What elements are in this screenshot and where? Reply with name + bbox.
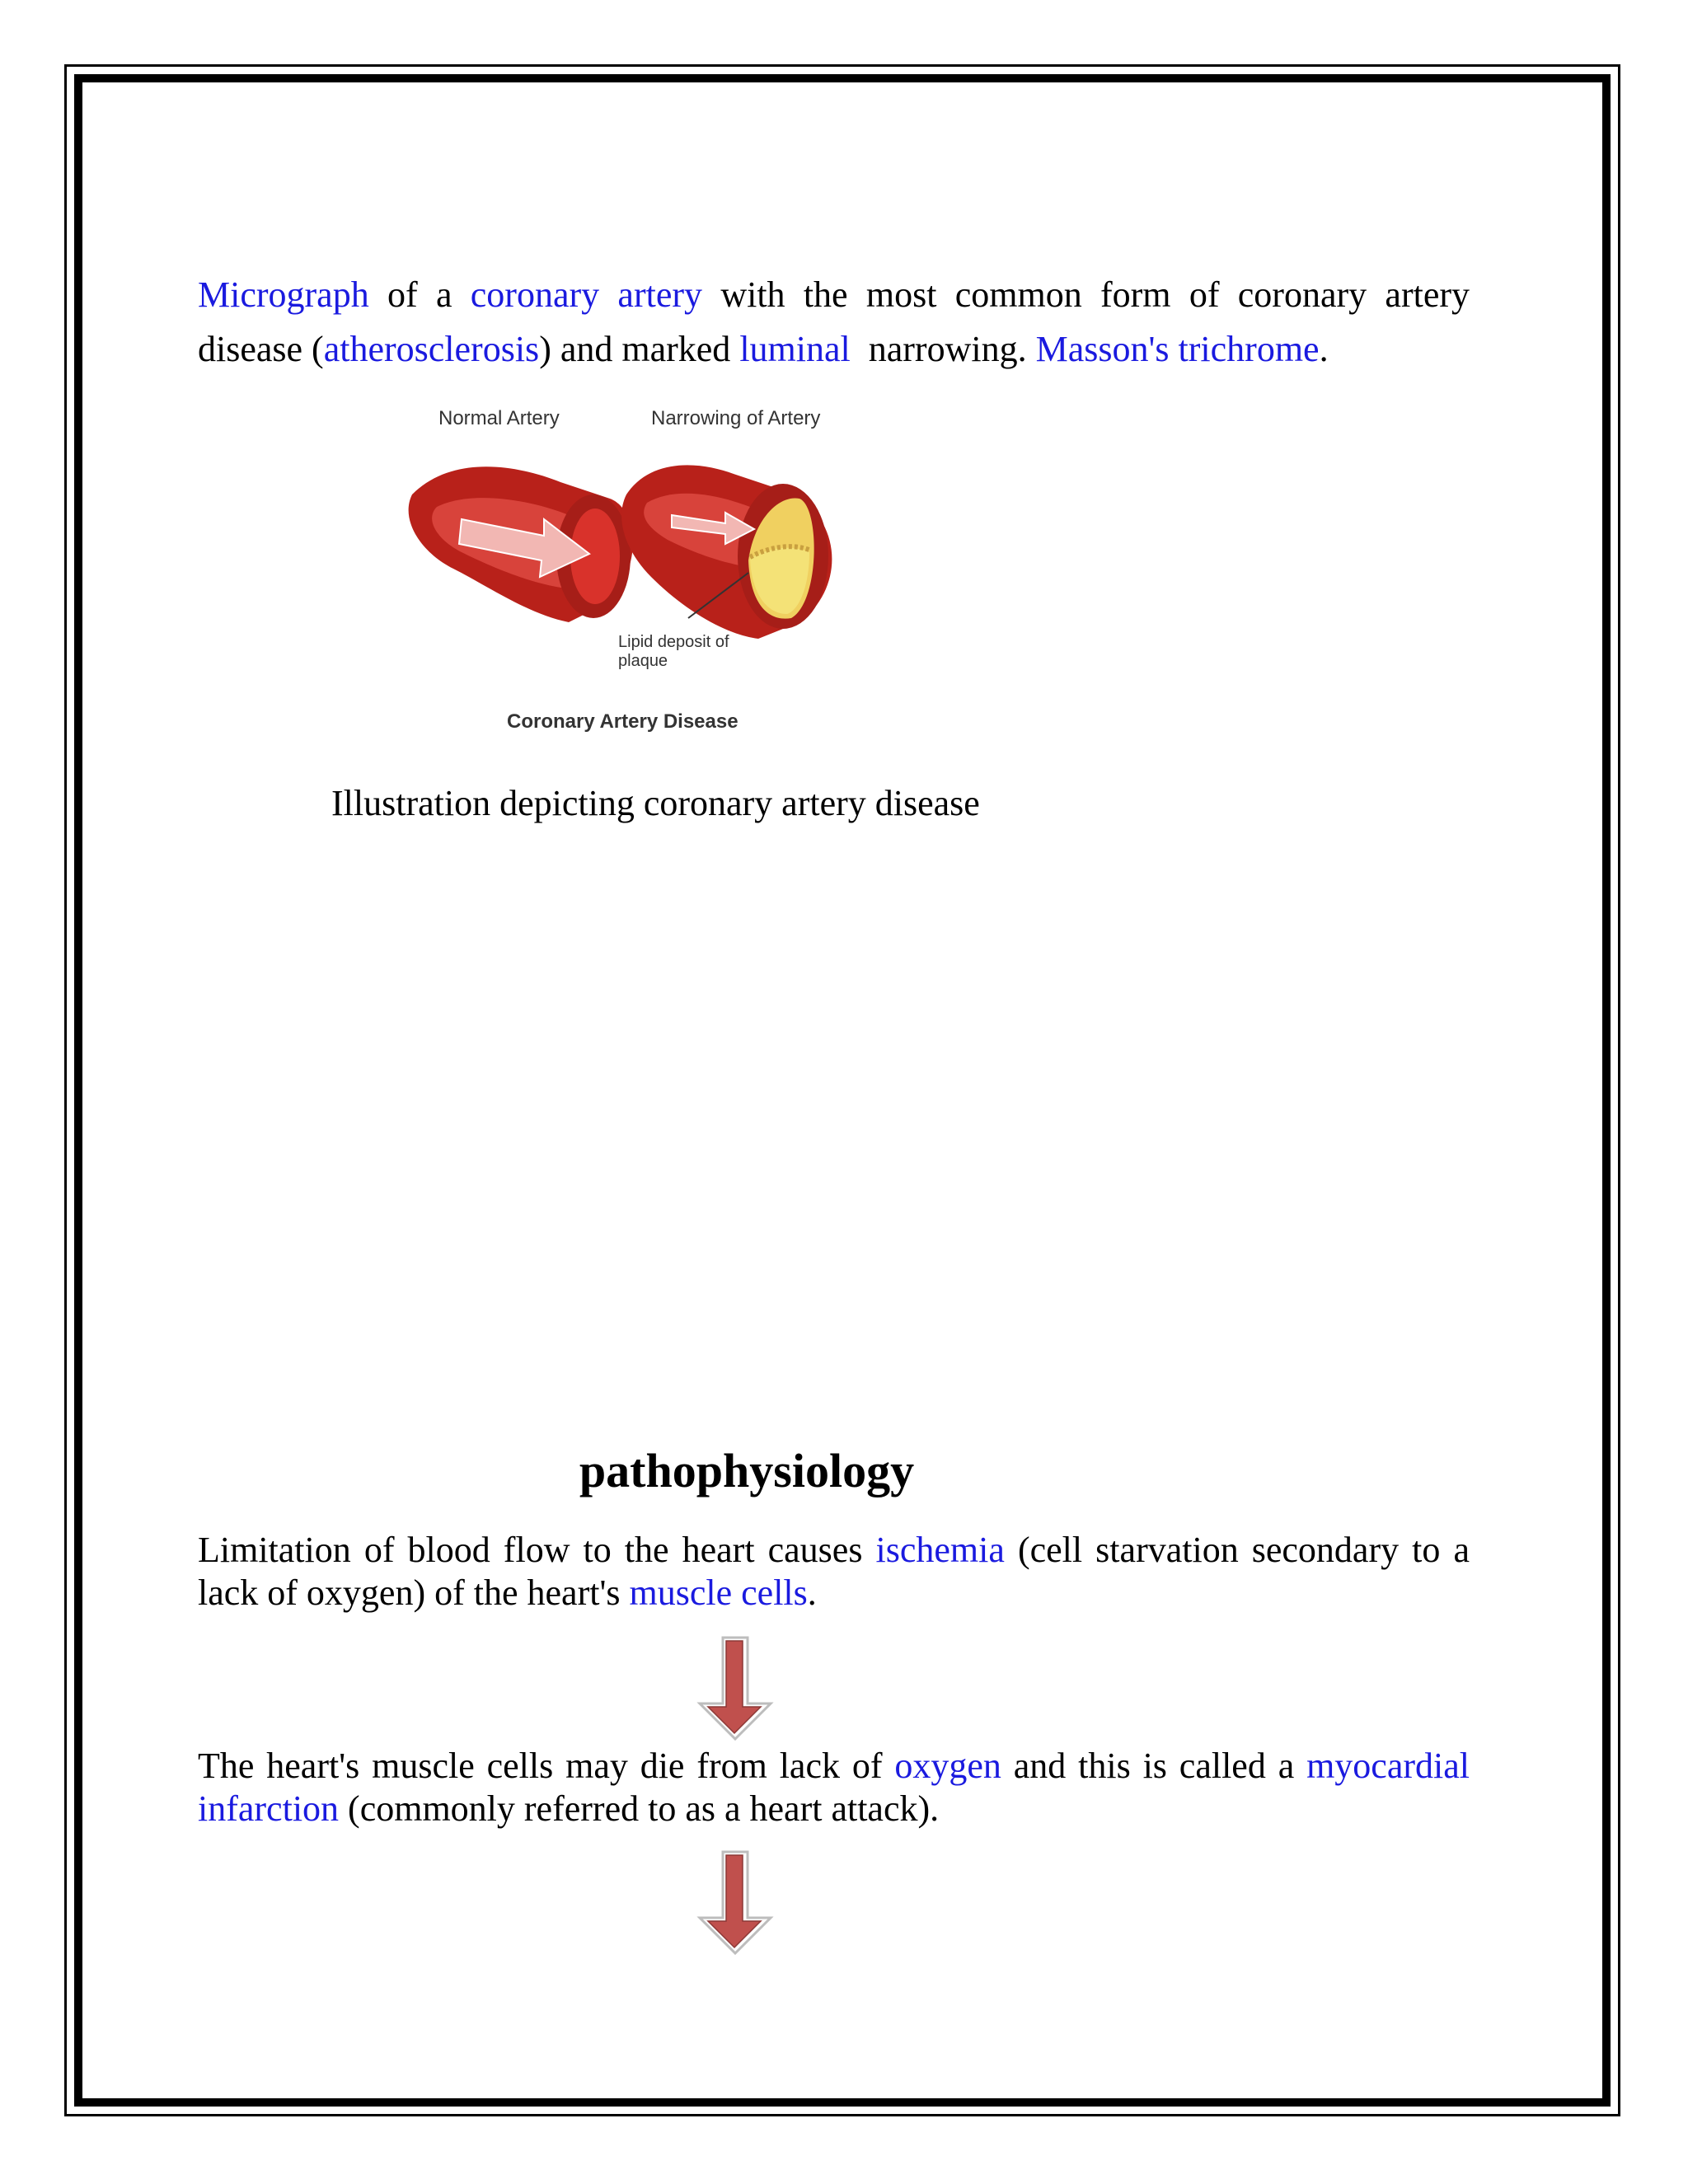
micrograph-paragraph: Micrograph of a coronary artery with the most common form of coronary artery disease (atherosclerosis) and marked luminal narrowing. Masson's trichrome. <box>198 274 1470 369</box>
micrograph-link[interactable]: Micrograph <box>198 274 369 315</box>
label-narrowing-artery: Narrowing of Artery <box>651 407 821 429</box>
luminal-link[interactable]: luminal <box>739 329 851 369</box>
oxygen-link[interactable]: oxygen <box>894 1746 1001 1786</box>
infarction-paragraph: The heart's muscle cells may die from lack of oxygen and this is called a myocardial infarction (commonly referred to as a heart attack). <box>198 1746 1470 1829</box>
section-heading: pathophysiology <box>579 1444 915 1497</box>
ischemia-paragraph: Limitation of blood flow to the heart causes ischemia (cell starvation secondary to a lack of oxygen) of the heart's muscle cells. <box>198 1530 1470 1613</box>
label-lipid-deposit-line1: Lipid deposit of <box>618 633 729 651</box>
illustration-caption: Illustration depicting coronary artery disease <box>331 783 980 823</box>
ischemia-link[interactable]: ischemia <box>875 1530 1005 1570</box>
atherosclerosis-link[interactable]: atherosclerosis <box>323 329 540 369</box>
coronary-artery-illustration <box>404 404 882 750</box>
muscle-cells-link[interactable]: muscle cells <box>629 1572 808 1613</box>
coronary-artery-link[interactable]: coronary artery <box>470 274 703 315</box>
massons-trichrome-link[interactable]: Masson's trichrome <box>1035 329 1320 369</box>
label-lipid-deposit-line2: plaque <box>618 652 668 670</box>
label-normal-artery: Normal Artery <box>438 407 560 429</box>
label-coronary-artery-disease: Coronary Artery Disease <box>507 710 738 733</box>
down-arrow-icon <box>696 1850 779 1957</box>
down-arrow-icon <box>696 1636 779 1743</box>
myocardial-infarction-link[interactable]: myocardial infarction <box>198 1746 1470 1829</box>
normal-artery-drawing <box>409 466 633 622</box>
narrowed-artery-drawing <box>621 465 832 639</box>
